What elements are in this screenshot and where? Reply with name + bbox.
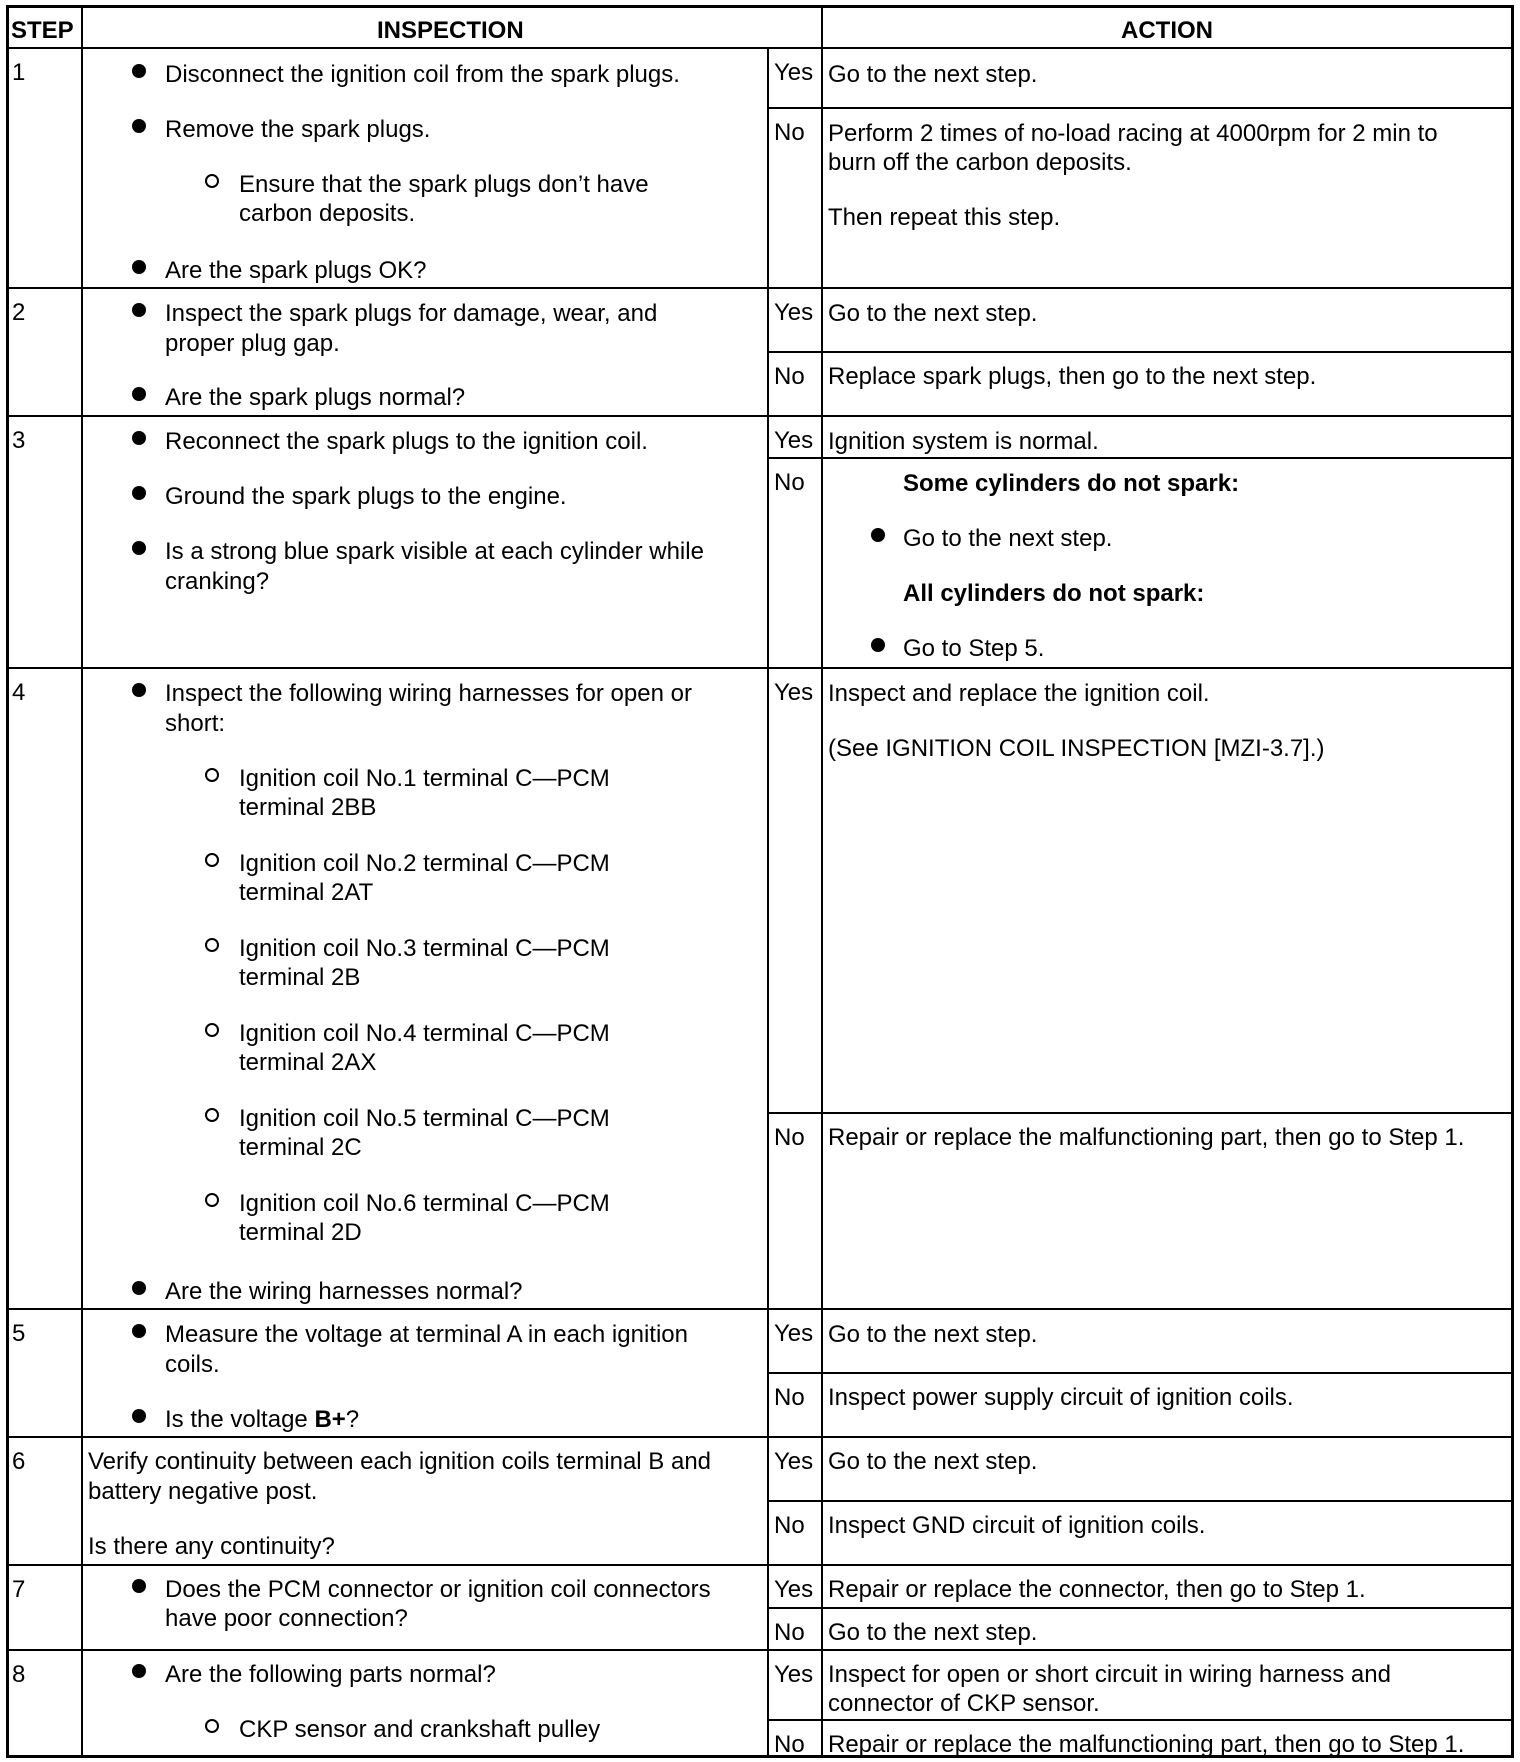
- sub-bullet-icon: [205, 1023, 219, 1037]
- inspection-line: Is the voltage: [165, 1406, 315, 1433]
- yes-no-divider: [768, 107, 1514, 109]
- header-inspection: INSPECTION: [377, 17, 524, 44]
- inspection-action-divider: [821, 5, 823, 1758]
- inspection-line: CKP sensor and crankshaft pulley: [239, 1716, 601, 1743]
- inspection-line: Does the PCM connector or ignition coil connectors: [165, 1576, 711, 1603]
- action-no-text: burn off the carbon deposits.: [828, 149, 1132, 176]
- inspection-line: Ensure that the spark plugs don’t have: [239, 171, 649, 198]
- header-divider: [6, 47, 1514, 49]
- row-divider: [6, 1564, 1514, 1566]
- bullet-icon: [132, 1664, 146, 1678]
- action-yes-text: Inspect and replace the ignition coil.: [828, 680, 1210, 707]
- action-yes-text: Repair or replace the connector, then go to Step 1.: [828, 1576, 1366, 1603]
- inspection-line: terminal 2C: [239, 1134, 362, 1161]
- no-label: No: [774, 469, 805, 496]
- inspection-line: battery negative post.: [88, 1478, 318, 1505]
- inspection-line: Inspect the spark plugs for damage, wear, and: [165, 300, 658, 327]
- bullet-icon: [132, 1281, 146, 1295]
- action-no-text: Go to the next step.: [828, 1619, 1038, 1646]
- inspection-line: Are the following parts normal?: [165, 1661, 496, 1688]
- action-no-text: Repair or replace the malfunctioning part, then go to Step 1.: [828, 1731, 1465, 1758]
- yes-no-divider: [768, 351, 1514, 353]
- inspection-line: Are the spark plugs OK?: [165, 257, 427, 284]
- no-label: No: [774, 1124, 805, 1151]
- yes-no-divider: [768, 1719, 1514, 1721]
- action-no-text: Some cylinders do not spark:: [903, 470, 1240, 497]
- yes-no-divider: [768, 1112, 1514, 1114]
- bullet-icon: [132, 303, 146, 317]
- action-yes-text: connector of CKP sensor.: [828, 1690, 1100, 1717]
- inspection-line: have poor connection?: [165, 1605, 408, 1632]
- action-yes-text: Go to the next step.: [828, 61, 1038, 88]
- bullet-icon: [132, 1409, 146, 1423]
- sub-bullet-icon: [205, 938, 219, 952]
- inspection-line: coils.: [165, 1351, 220, 1378]
- inspection-line: Ground the spark plugs to the engine.: [165, 483, 567, 510]
- inspection-line: terminal 2AT: [239, 879, 374, 906]
- yes-no-divider: [768, 457, 1514, 459]
- inspection-line: Ignition coil No.1 terminal C—PCM: [239, 765, 610, 792]
- yes-no-divider: [768, 1500, 1514, 1502]
- yes-label: Yes: [774, 59, 814, 86]
- action-no-text: Inspect power supply circuit of ignition coils.: [828, 1384, 1294, 1411]
- inspection-line: Ignition coil No.6 terminal C—PCM: [239, 1190, 610, 1217]
- sub-bullet-icon: [205, 853, 219, 867]
- inspection-line: Disconnect the ignition coil from the spark plugs.: [165, 61, 680, 88]
- inspection-line: Are the wiring harnesses normal?: [165, 1278, 523, 1305]
- no-label: No: [774, 119, 805, 146]
- action-no-text: Then repeat this step.: [828, 204, 1061, 231]
- row-divider: [6, 287, 1514, 289]
- action-yes-text: (See IGNITION COIL INSPECTION [MZI-3.7].): [828, 735, 1325, 762]
- step-number: 7: [12, 1576, 26, 1603]
- inspection-line: terminal 2B: [239, 964, 361, 991]
- step-number: 5: [12, 1320, 26, 1347]
- yes-label: Yes: [774, 1320, 814, 1347]
- bullet-icon: [132, 1579, 146, 1593]
- header-action: ACTION: [1121, 17, 1213, 44]
- inspection-line: Is a strong blue spark visible at each cylinder while: [165, 538, 704, 565]
- bullet-icon: [132, 260, 146, 274]
- yes-no-label-divider: [767, 48, 769, 1758]
- inspection-line: Are the spark plugs normal?: [165, 384, 466, 411]
- sub-bullet-icon: [205, 1193, 219, 1207]
- inspection-line: Ignition coil No.5 terminal C—PCM: [239, 1105, 610, 1132]
- step-number: 3: [12, 427, 26, 454]
- inspection-line: Is there any continuity?: [88, 1533, 335, 1560]
- row-divider: [6, 415, 1514, 417]
- bullet-icon: [132, 431, 146, 445]
- row-divider: [6, 1308, 1514, 1310]
- action-yes-text: Ignition system is normal.: [828, 428, 1099, 455]
- bullet-icon: [132, 486, 146, 500]
- no-label: No: [774, 1619, 805, 1646]
- inspection-line: short:: [165, 710, 226, 737]
- step-number: 1: [12, 59, 26, 86]
- inspection-line: Ignition coil No.4 terminal C—PCM: [239, 1020, 610, 1047]
- action-no-text: Repair or replace the malfunctioning part, then go to Step 1.: [828, 1124, 1465, 1151]
- yes-label: Yes: [774, 679, 814, 706]
- sub-bullet-icon: [205, 1108, 219, 1122]
- step-number: 8: [12, 1661, 26, 1688]
- row-divider: [6, 667, 1514, 669]
- action-no-text: Inspect GND circuit of ignition coils.: [828, 1512, 1206, 1539]
- bullet-icon: [132, 541, 146, 555]
- no-label: No: [774, 1384, 805, 1411]
- bullet-icon: [871, 638, 885, 652]
- inspection-line: terminal 2D: [239, 1219, 362, 1246]
- yes-label: Yes: [774, 1661, 814, 1688]
- bullet-icon: [132, 64, 146, 78]
- action-no-text: Replace spark plugs, then go to the next step.: [828, 363, 1317, 390]
- action-no-text: Go to the next step.: [903, 525, 1113, 552]
- bullet-icon: [132, 387, 146, 401]
- action-yes-text: Inspect for open or short circuit in wiring harness and: [828, 1661, 1391, 1688]
- step-number: 4: [12, 679, 26, 706]
- yes-no-divider: [768, 1372, 1514, 1374]
- no-label: No: [774, 363, 805, 390]
- yes-no-divider: [768, 1607, 1514, 1609]
- inspection-line: carbon deposits.: [239, 200, 416, 227]
- bullet-icon: [871, 528, 885, 542]
- inspection-line: proper plug gap.: [165, 330, 340, 357]
- yes-label: Yes: [774, 1448, 814, 1475]
- inspection-line: Ignition coil No.2 terminal C—PCM: [239, 850, 610, 877]
- inspection-line: terminal 2AX: [239, 1049, 377, 1076]
- row-divider: [6, 1436, 1514, 1438]
- action-yes-text: Go to the next step.: [828, 300, 1038, 327]
- action-no-text: Perform 2 times of no-load racing at 4000rpm for 2 min to: [828, 120, 1438, 147]
- action-yes-text: Go to the next step.: [828, 1448, 1038, 1475]
- step-number: 2: [12, 299, 26, 326]
- inspection-line: Measure the voltage at terminal A in each ignition: [165, 1321, 688, 1348]
- bullet-icon: [132, 683, 146, 697]
- row-divider: [6, 1649, 1514, 1651]
- bullet-icon: [132, 1324, 146, 1338]
- yes-label: Yes: [774, 1576, 814, 1603]
- action-no-text: All cylinders do not spark:: [903, 580, 1205, 607]
- inspection-line: Inspect the following wiring harnesses for open or: [165, 680, 692, 707]
- yes-label: Yes: [774, 427, 814, 454]
- no-label: No: [774, 1731, 805, 1758]
- action-yes-text: Go to the next step.: [828, 1321, 1038, 1348]
- step-column-divider: [81, 5, 83, 1758]
- sub-bullet-icon: [205, 1719, 219, 1733]
- bullet-icon: [132, 119, 146, 133]
- header-step: STEP: [11, 17, 74, 44]
- inspection-line: Reconnect the spark plugs to the ignition coil.: [165, 428, 648, 455]
- sub-bullet-icon: [205, 174, 219, 188]
- action-no-text: Go to Step 5.: [903, 635, 1045, 662]
- inspection-line: terminal 2BB: [239, 794, 377, 821]
- inspection-line: ?: [345, 1406, 360, 1433]
- inspection-line: B+: [314, 1406, 346, 1433]
- sub-bullet-icon: [205, 768, 219, 782]
- yes-label: Yes: [774, 299, 814, 326]
- inspection-line: cranking?: [165, 568, 270, 595]
- step-number: 6: [12, 1448, 26, 1475]
- no-label: No: [774, 1512, 805, 1539]
- inspection-line: Remove the spark plugs.: [165, 116, 431, 143]
- inspection-line: Verify continuity between each ignition coils terminal B and: [88, 1448, 712, 1475]
- inspection-line: Ignition coil No.3 terminal C—PCM: [239, 935, 610, 962]
